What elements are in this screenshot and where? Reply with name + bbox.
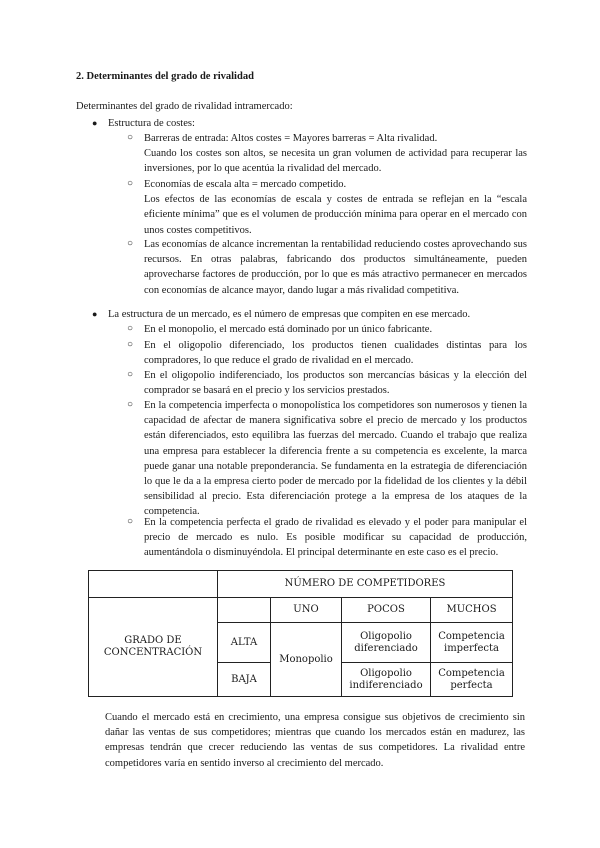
bullet-estructura-costes: ● Estructura de costes:	[92, 116, 524, 131]
competition-table	[88, 570, 513, 697]
sub-item-text: Cuando los costes son altos, se necesita un gran volumen de actividad para recuperar las inversiones, por lo que acentúa la rivalidad del mercado.	[144, 148, 527, 175]
circle-bullet-icon: ○	[127, 516, 134, 527]
bullet-icon: ●	[92, 309, 98, 319]
sub-item-oligopolio-indiferenciado: ○ En el oligopolio indiferenciado, los productos son mercancías básicas y la elección del comprador se basará en el precio y los servicios prestados.	[127, 369, 527, 397]
sub-item-competencia-imperfecta: ○ En la competencia imperfecta o monopolística los competidores son numerosos y tienen la capacidad de afectar de manera significativa sobre el precio de mercado y los productos están diferenciados, esto equilibra las fuerzas del mercado. Cuando el trabajo que realiza una empresa para establecer la diferencia frente a su competencia es excelente, la marca puede ganar una notable preponderancia. Se fundamenta en la estrategia de diferenciación lo que le da a la empresa cierto poder de mercado por la fidelidad de los clientes y la débil sensibilidad al precio. Esta diferenciación protege a la empresa de los ataques de la competencia.	[127, 399, 527, 518]
bullet-icon: ●	[92, 118, 98, 128]
table-row-alta: ALTA	[218, 623, 271, 663]
table-corner-cell	[89, 571, 218, 598]
table-row-label-concentracion: GRADO DE CONCENTRACIÓN	[89, 598, 218, 697]
table-cell-oligopolio-diferenciado: Oligopolio diferenciado	[342, 623, 431, 663]
circle-bullet-icon: ○	[127, 132, 134, 143]
table-cell-competencia-imperfecta: Competencia imperfecta	[431, 623, 513, 663]
sub-item-title: Economías de escala alta = mercado competido.	[144, 179, 347, 190]
table-header-competidores: NÚMERO DE COMPETIDORES	[218, 571, 513, 598]
sub-item-title: Barreras de entrada: Altos costes = Mayores barreras = Alta rivalidad.	[144, 133, 438, 144]
circle-bullet-icon: ○	[127, 399, 134, 410]
table-cell-oligopolio-indiferenciado: Oligopolio indiferenciado	[342, 663, 431, 697]
sub-item-economias-escala	[127, 177, 527, 238]
circle-bullet-icon: ○	[127, 323, 134, 334]
sub-item-text: Las economías de alcance incrementan la rentabilidad reduciendo costes aprovechando sus recursos. En otras palabras, fabricando dos productos simultáneamente, pueden aprovecharse factores de producción, por lo que es más atractivo permanecer en mercados con economías de alcance mayor, dando lugar a más rivalidad competitiva.	[144, 239, 527, 296]
circle-bullet-icon: ○	[127, 369, 134, 380]
sub-item-barreras	[127, 131, 527, 177]
table-cell-monopolio: Monopolio	[271, 623, 342, 697]
circle-bullet-icon: ○	[127, 178, 134, 189]
table-cell-competencia-perfecta: Competencia perfecta	[431, 663, 513, 697]
sub-item-monopolio: ○ En el monopolio, el mercado está dominado por un único fabricante.	[127, 323, 433, 335]
sub-item-competencia-perfecta: ○ En la competencia perfecta el grado de rivalidad es elevado y el poder para manipular el precio de mercado es nulo. Es posible modificar su capacidad de producción, aumentándola o disminuyéndola. El principal determinante en este caso es el precio.	[127, 516, 527, 559]
sub-item-oligopolio-diferenciado: ○ En el oligopolio diferenciado, los productos tienen cualidades distintas para los compradores, lo que reduce el grado de rivalidad en el mercado.	[127, 339, 527, 367]
circle-bullet-icon: ○	[127, 339, 134, 350]
closing-paragraph: Cuando el mercado está en crecimiento, una empresa consigue sus objetivos de crecimiento sin dañar las ventas de sus competidores; mientras que cuando los mercados están en madurez, las empresas tendrán que crecer reduciendo las ventas de sus competidores. La rivalidad entre competidores varía en sentido inverso al crecimiento del mercado.	[105, 712, 525, 769]
bullet-estructura-mercado: ● La estructura de un mercado, es el número de empresas que compiten en ese mercado.	[92, 307, 524, 322]
table-col-muchos: MUCHOS	[431, 598, 513, 623]
intro-line: Determinantes del grado de rivalidad intramercado:	[76, 101, 293, 112]
table-blank-cell	[218, 598, 271, 623]
sub-item-economias-alcance	[127, 237, 527, 298]
circle-bullet-icon: ○	[127, 238, 134, 249]
table-col-uno: UNO	[271, 598, 342, 623]
sub-item-text: Los efectos de las economías de escala y costes de entrada se reflejan en la “escala eficiente mínima” que es el volumen de producción mínima para operar en el mercado con unos costes competitivos.	[144, 194, 527, 236]
table-col-pocos: POCOS	[342, 598, 431, 623]
section-heading: 2. Determinantes del grado de rivalidad	[76, 71, 254, 82]
table-row-baja: BAJA	[218, 663, 271, 697]
